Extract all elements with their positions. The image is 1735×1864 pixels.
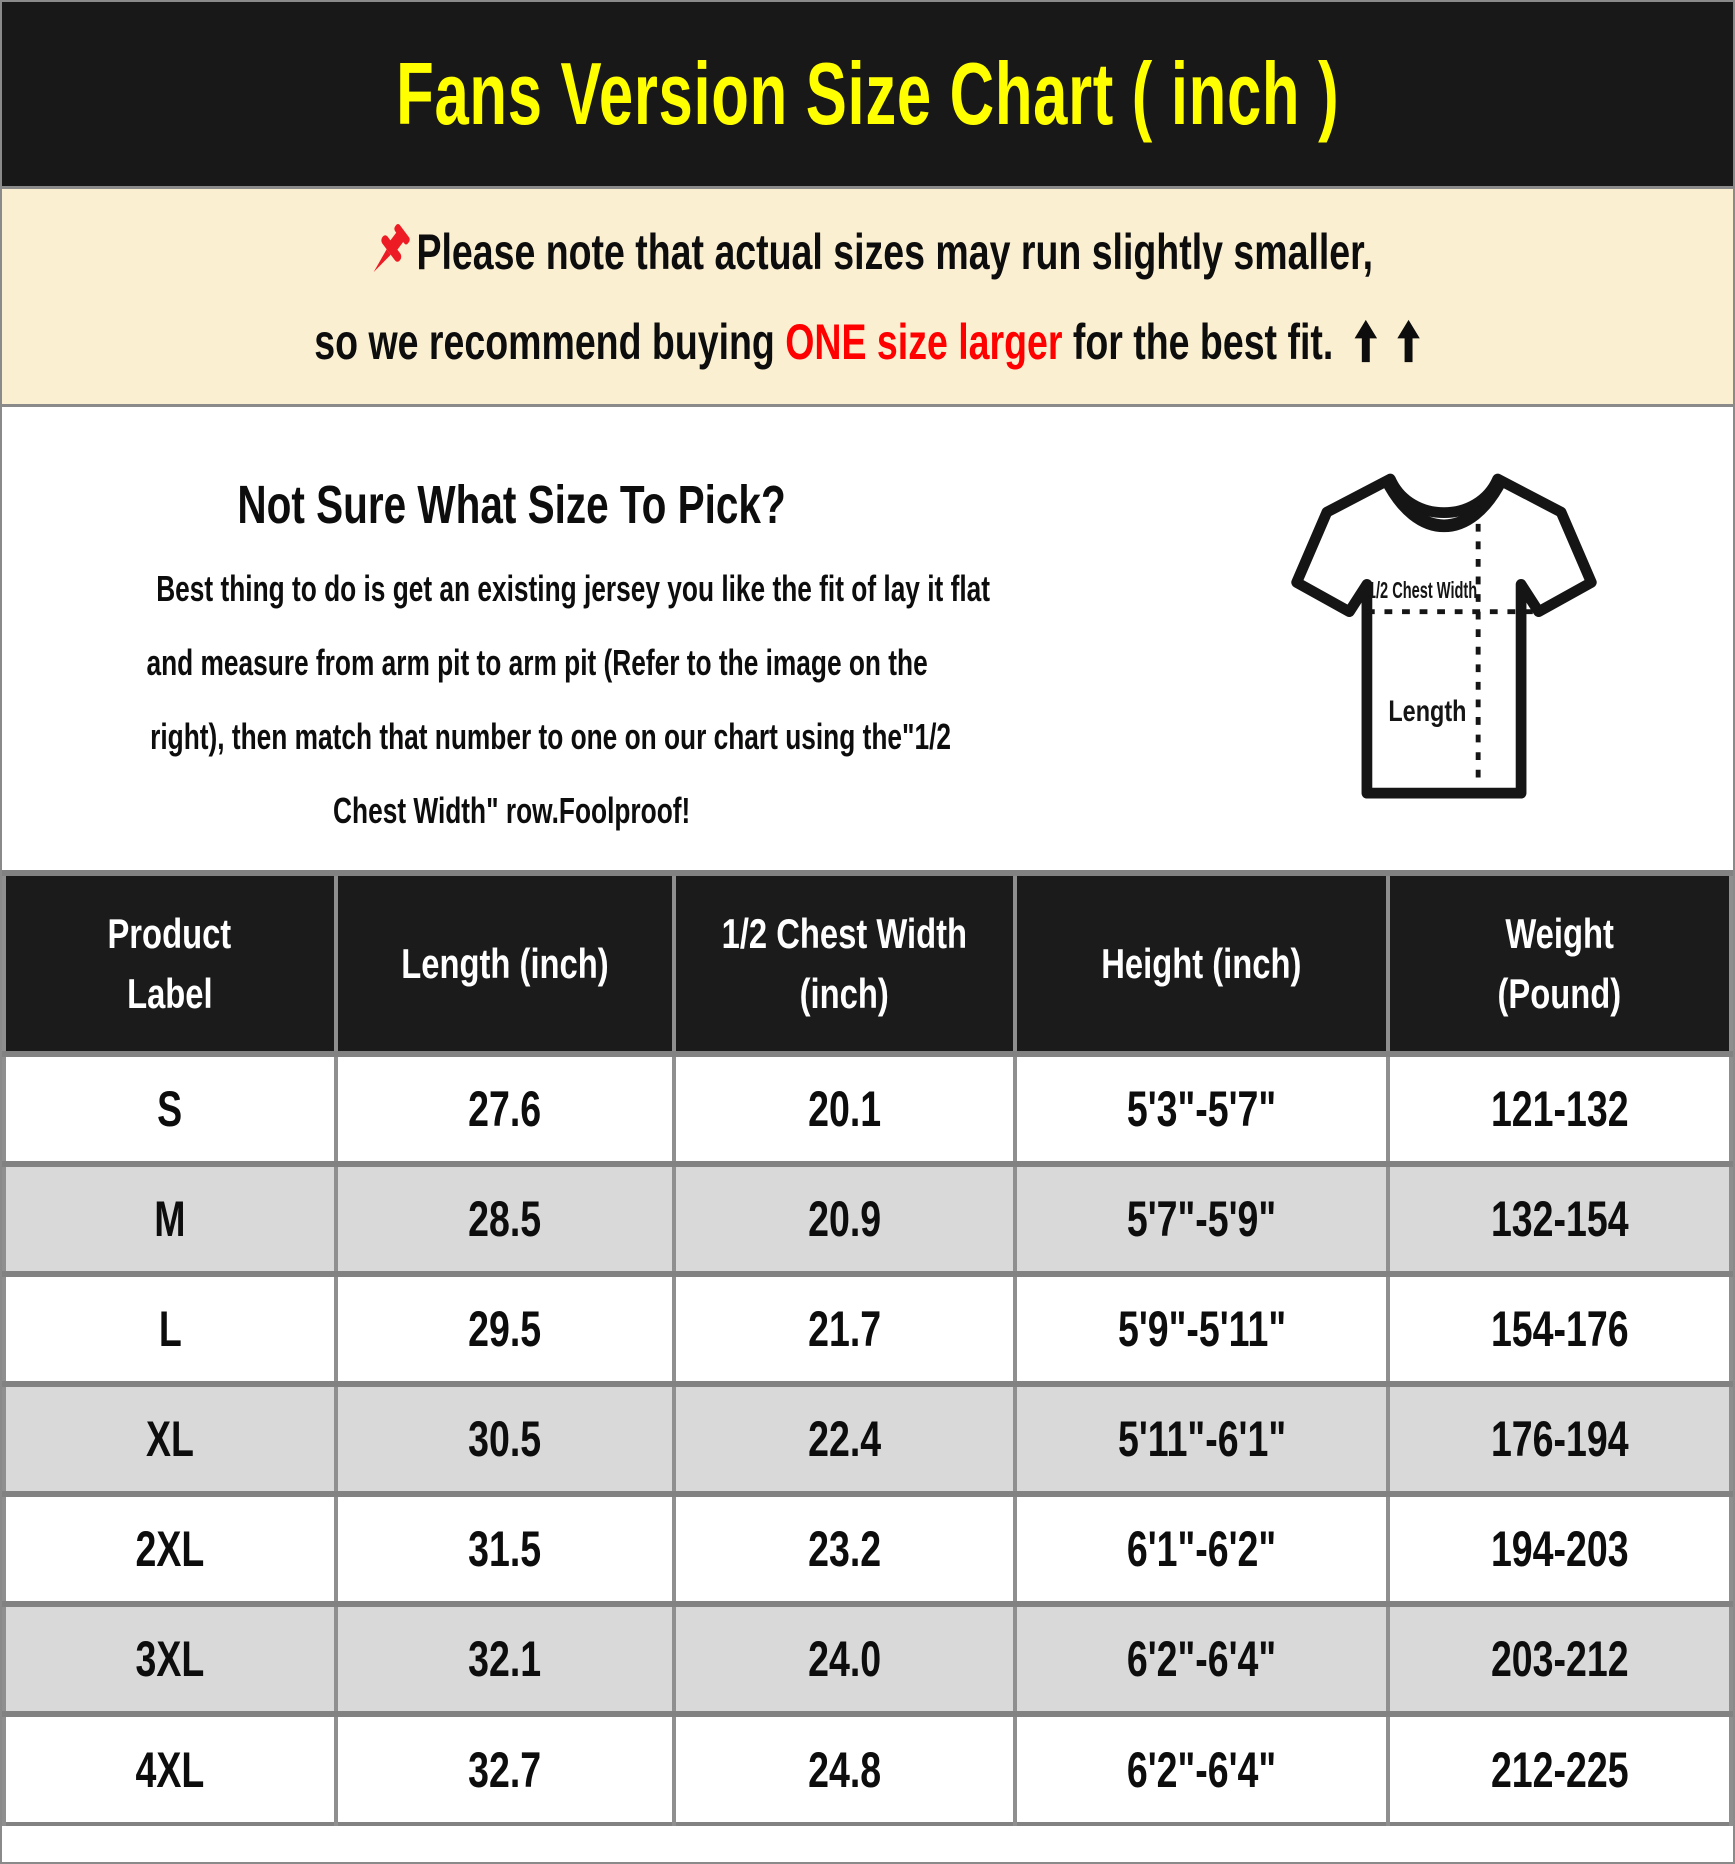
column-header-chest-width: 1/2 Chest Width (inch): [674, 873, 1015, 1054]
table-cell: 5'3"-5'7": [1015, 1054, 1388, 1164]
note-text-1: Please note that actual sizes may run slightly smaller,: [416, 224, 1373, 280]
table-cell: 20.9: [674, 1164, 1015, 1274]
table-cell: 5'7"-5'9": [1015, 1164, 1388, 1274]
header-row: [4, 873, 1731, 1054]
table-cell: 30.5: [336, 1384, 674, 1494]
table-cell: 24.0: [674, 1604, 1015, 1714]
table-cell: 176-194: [1388, 1384, 1731, 1494]
up-arrow-icon: [1398, 318, 1421, 364]
table-row-4xl: [4, 1714, 1731, 1824]
table-cell: 121-132: [1388, 1054, 1731, 1164]
table-cell: L: [4, 1274, 336, 1384]
table-cell: 132-154: [1388, 1164, 1731, 1274]
table-row-s: [4, 1054, 1731, 1164]
table-cell: 5'9"-5'11": [1015, 1274, 1388, 1384]
table-cell: 22.4: [674, 1384, 1015, 1494]
column-header-weight: Weight (Pound): [1388, 873, 1731, 1054]
table-cell: 203-212: [1388, 1604, 1731, 1714]
guide-line: Best thing to do is get an existing jersey you like the fit of lay it flat: [156, 567, 991, 609]
table-row-3xl: [4, 1604, 1731, 1714]
sizing-guide-section: [2, 407, 1733, 870]
note-text-2-suffix: for the best fit.: [1062, 314, 1334, 370]
up-arrow-icon: [1354, 318, 1377, 364]
guide-line: Chest Width" row.Foolproof!: [333, 789, 691, 831]
table-cell: 4XL: [4, 1714, 336, 1824]
column-header-product-label: Product Label: [4, 873, 336, 1054]
table-cell: 20.1: [674, 1054, 1015, 1164]
size-table: [2, 870, 1733, 1826]
table-cell: 6'1"-6'2": [1015, 1494, 1388, 1604]
table-cell: 5'11"-6'1": [1015, 1384, 1388, 1494]
table-cell: XL: [4, 1384, 336, 1494]
column-header-height: Height (inch): [1015, 873, 1388, 1054]
table-row-xl: [4, 1384, 1731, 1494]
table-cell: 23.2: [674, 1494, 1015, 1604]
title-bar: [2, 2, 1733, 186]
table-cell: S: [4, 1054, 336, 1164]
guide-line: and measure from arm pit to arm pit (Refer to the image on the: [146, 641, 928, 683]
table-cell: 154-176: [1388, 1274, 1731, 1384]
table-cell: 2XL: [4, 1494, 336, 1604]
guide-heading: Not Sure What Size To Pick?: [237, 475, 787, 535]
table-cell: 28.5: [336, 1164, 674, 1274]
table-cell: 31.5: [336, 1494, 674, 1604]
table-row-2xl: [4, 1494, 1731, 1604]
tshirt-measurement-diagram: [1283, 459, 1605, 819]
table-cell: 32.1: [336, 1604, 674, 1714]
length-label: Length: [1388, 695, 1467, 728]
table-cell: M: [4, 1164, 336, 1274]
page-title: Fans Version Size Chart ( inch ): [395, 44, 1340, 143]
one-size-larger-highlight: ONE size larger: [785, 314, 1063, 370]
guide-text-block: [2, 407, 1022, 848]
guide-line: right), then match that number to one on our chart using the"1/2: [150, 715, 951, 757]
table-row-m: [4, 1164, 1731, 1274]
table-row-l: [4, 1274, 1731, 1384]
table-cell: 6'2"-6'4": [1015, 1604, 1388, 1714]
table-cell: 194-203: [1388, 1494, 1731, 1604]
chest-width-label: 1/2 Chest Width: [1367, 577, 1478, 604]
table-cell: 3XL: [4, 1604, 336, 1714]
note-line-1: [2, 207, 1733, 297]
tshirt-icon: [1283, 459, 1605, 819]
table-cell: 27.6: [336, 1054, 674, 1164]
table-cell: 32.7: [336, 1714, 674, 1824]
table-cell: 6'2"-6'4": [1015, 1714, 1388, 1824]
table-cell: 24.8: [674, 1714, 1015, 1824]
note-line-2: [2, 297, 1733, 387]
note-box: [2, 186, 1733, 407]
table-cell: 212-225: [1388, 1714, 1731, 1824]
column-header-length: Length (inch): [336, 873, 674, 1054]
pushpin-icon: [362, 217, 415, 287]
table-cell: 29.5: [336, 1274, 674, 1384]
table-cell: 21.7: [674, 1274, 1015, 1384]
note-text-2-prefix: so we recommend buying: [314, 314, 786, 370]
